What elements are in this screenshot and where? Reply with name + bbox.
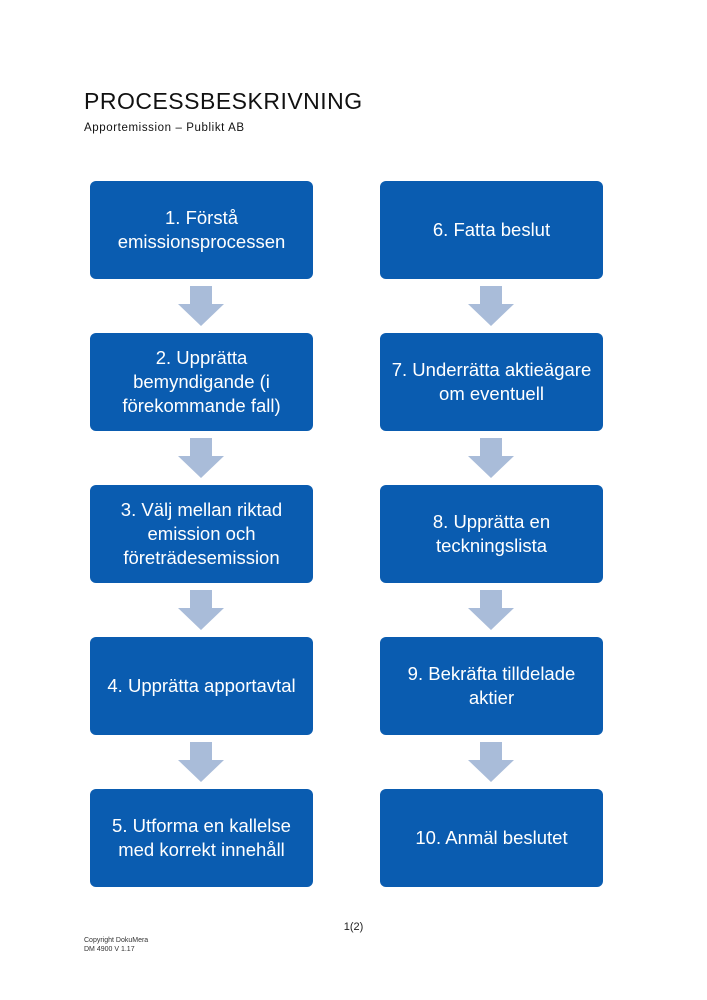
arrow-down-icon bbox=[468, 438, 514, 478]
process-step-6: 6. Fatta beslut bbox=[380, 181, 603, 279]
process-step-9: 9. Bekräfta tilldelade aktier bbox=[380, 637, 603, 735]
arrow-down-icon bbox=[468, 286, 514, 326]
process-step-3: 3. Välj mellan riktad emission och företrädesemission bbox=[90, 485, 313, 583]
arrow-down-icon bbox=[468, 742, 514, 782]
footer-copyright: Copyright DokuMera bbox=[84, 937, 149, 944]
arrow-down-icon bbox=[178, 742, 224, 782]
footer-doc-id: DM 4900 V 1.17 bbox=[84, 946, 135, 953]
arrow-down-icon bbox=[468, 590, 514, 630]
arrow-down-icon bbox=[178, 438, 224, 478]
arrow-down-icon bbox=[178, 286, 224, 326]
process-step-10: 10. Anmäl beslutet bbox=[380, 789, 603, 887]
page-title: PROCESSBESKRIVNING bbox=[84, 88, 363, 114]
process-step-5: 5. Utforma en kallelse med korrekt innehåll bbox=[90, 789, 313, 887]
process-step-8: 8. Upprätta en teckningslista bbox=[380, 485, 603, 583]
process-step-4: 4. Upprätta apportavtal bbox=[90, 637, 313, 735]
process-step-2: 2. Upprätta bemyndigande (i förekommande fall) bbox=[90, 333, 313, 431]
page-number: 1(2) bbox=[343, 921, 364, 933]
process-step-7: 7. Underrätta aktieägare om eventuell bbox=[380, 333, 603, 431]
arrow-down-icon bbox=[178, 590, 224, 630]
page-subtitle: Apportemission – Publikt AB bbox=[84, 122, 245, 134]
process-step-1: 1. Förstå emissionsprocessen bbox=[90, 181, 313, 279]
